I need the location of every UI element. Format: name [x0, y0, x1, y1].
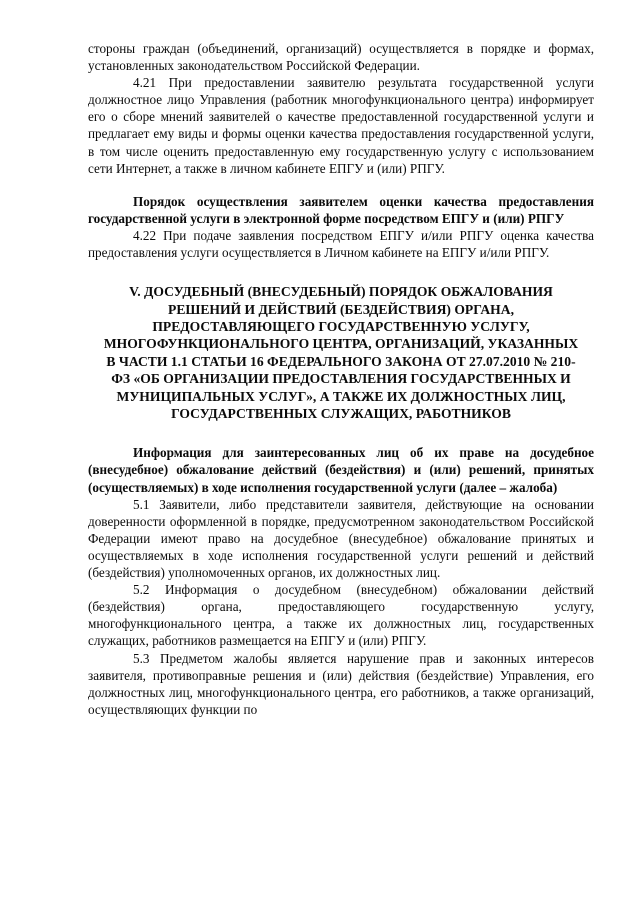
section-v-title: V. ДОСУДЕБНЫЙ (ВНЕСУДЕБНЫЙ) ПОРЯДОК ОБЖАЛОВАНИЯ РЕШЕНИЙ И ДЕЙСТВИЙ (БЕЗДЕЙСТВИЯ) ОРГАНА, ПРЕДОСТАВЛЯЮЩЕГО ГОСУДАРСТВЕННУЮ УСЛУГУ, МНОГОФУНКЦИОНАЛЬНОГО ЦЕНТРА, ОРГАНИЗАЦИЙ, УКАЗАННЫХ В ЧАСТИ 1.1 СТАТЬИ 16 ФЕДЕРАЛЬНОГО ЗАКОНА ОТ 27.07.2010 № 210-ФЗ «ОБ ОРГАНИЗАЦИИ ПРЕДОСТАВЛЕНИЯ ГОСУДАРСТВЕННЫХ И МУНИЦИПАЛЬНЫХ УСЛУГ», А ТАКЖЕ ИХ ДОЛЖНОСТНЫХ ЛИЦ, ГОСУДАРСТВЕННЫХ СЛУЖАЩИХ, РАБОТНИКОВ — [103, 284, 579, 421]
paragraph-4-21: 4.21 При предоставлении заявителю результата государственной услуги должностное лицо Управления (работник многофункционального центра) информирует его о сборе мнений заявителей о качестве предоставленной государственной услуги и предлагает ему виды и формы оценки качества предоставления государственной услуги, в том числе оценить предоставленную ему государственную услугу с использованием сети Интернет, а также в личном кабинете ЕПГУ и (или) РПГУ. — [88, 75, 594, 176]
subheading-quality-assessment: Порядок осуществления заявителем оценки качества предоставления государственной услуги в электронной форме посредством ЕПГУ и (или) РПГУ — [88, 193, 594, 226]
paragraph-4-22: 4.22 При подаче заявления посредством ЕПГУ и/или РПГУ оценка качества предоставления услуги осуществляется в Личном кабинете на ЕПГУ и/или РПГУ. — [88, 227, 594, 261]
info-heading-appeal: Информация для заинтересованных лиц об их праве на досудебное (внесудебное) обжалование действий (бездействия) и (или) решений, принятых (осуществляемых) в ходе исполнения государственной услуги (далее – жалоба) — [88, 445, 594, 495]
document-page — [88, 40, 594, 718]
paragraph-continuation: стороны граждан (объединений, организаций) осуществляется в порядке и формах, установленных законодательством Российской Федерации. — [88, 41, 594, 74]
paragraph-5-3: 5.3 Предметом жалобы является нарушение прав и законных интересов заявителя, противоправные решения и (или) действия (бездействие) Управления, его должностных лиц, многофункционального центра, его работников, а также организаций, осуществляющих функции по — [88, 650, 594, 717]
paragraph-5-2: 5.2 Информация о досудебном (внесудебном) обжаловании действий (бездействия) органа, предоставляющего государственную услугу, многофункционального центра, а также их должностных лиц, государственных служащих, работников размещается на ЕПГУ и (или) РПГУ. — [88, 582, 594, 649]
spacer — [88, 177, 594, 193]
paragraph-5-1: 5.1 Заявители, либо представители заявителя, действующие на основании доверенности оформленной в порядке, предусмотренном законодательством Российской Федерации имеют право на досудебное (внесудебное) обжалование принятых и осуществляемых в ходе исполнения государственной услуги решений и действий (бездействия) уполномоченных органов, их должностных лиц. — [88, 496, 594, 581]
